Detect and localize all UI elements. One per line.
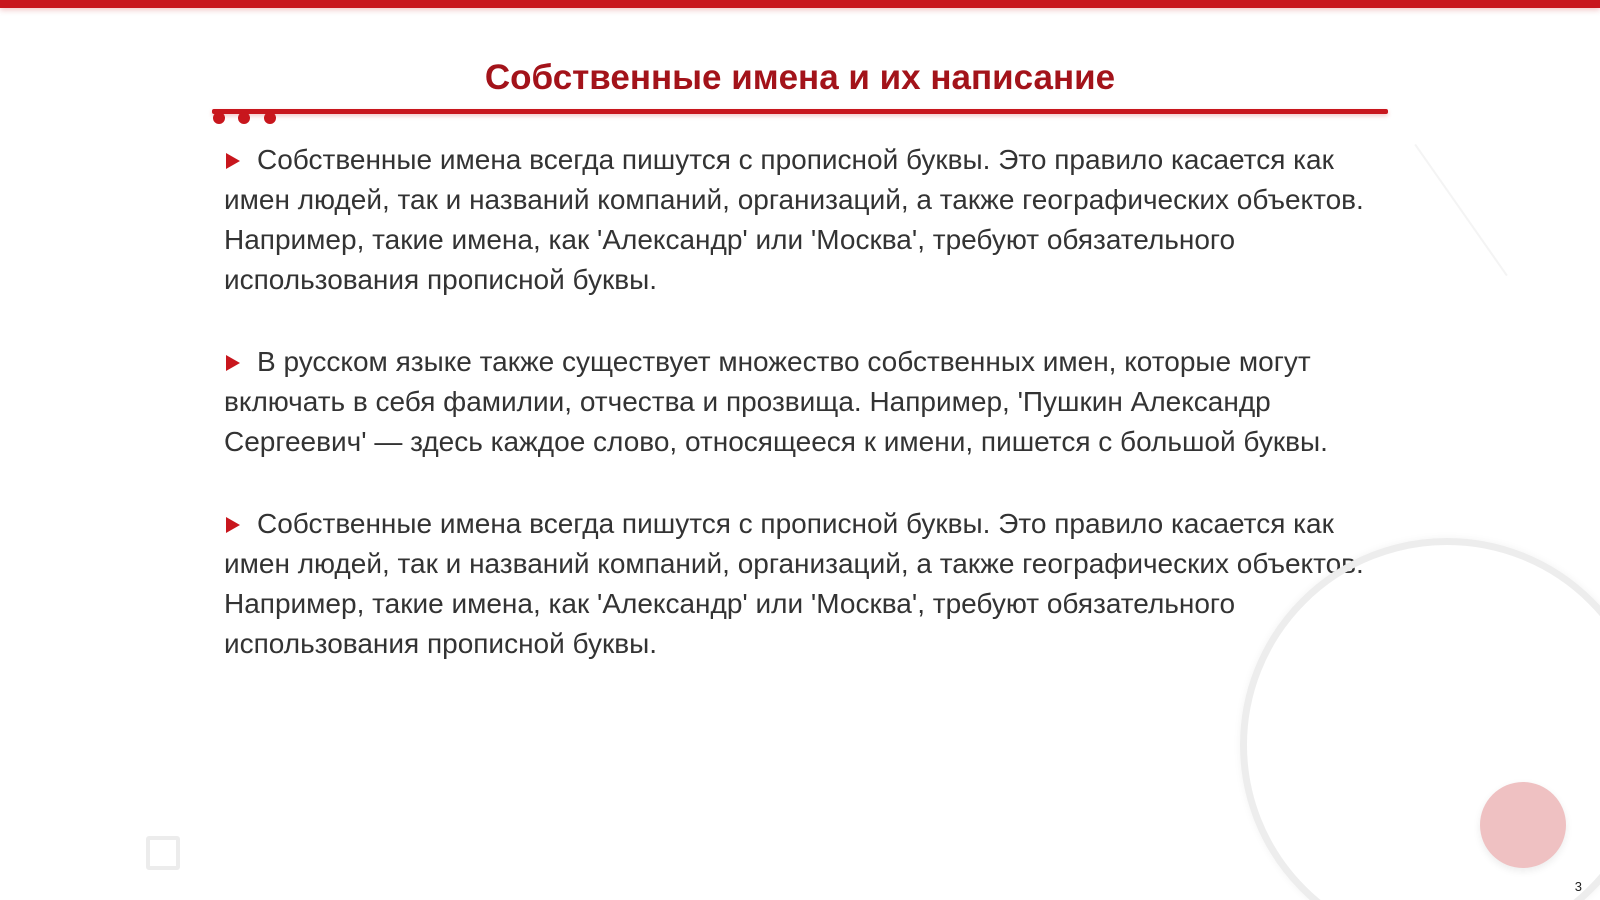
bullet-item xyxy=(224,504,1374,664)
decorative-square xyxy=(146,836,180,870)
triangle-right-icon xyxy=(226,355,240,371)
triangle-right-icon xyxy=(226,517,240,533)
slide-title: Собственные имена и их написание xyxy=(484,58,1116,97)
bullet-item xyxy=(224,342,1374,462)
bullet-text: В русском языке также существует множество собственных имен, которые могут включать в себя фамилии, отчества и прозвища. Например, 'Пушкин Александр Сергеевич' — здесь каждое слово, относящееся к имени, пишется с большой буквы. xyxy=(224,346,1328,457)
top-accent-bar xyxy=(0,0,1600,8)
bullet-text: Собственные имена всегда пишутся с прописной буквы. Это правило касается как имен людей, так и названий компаний, организаций, а также географических объектов. Например, такие имена, как 'Александр' или 'Москва', требуют обязательного использования прописной буквы. xyxy=(224,508,1364,659)
underline-dot xyxy=(238,112,250,124)
decorative-circle xyxy=(1480,782,1566,868)
bullet-list xyxy=(224,140,1374,706)
title-underline xyxy=(212,109,1388,114)
bullet-item xyxy=(224,140,1374,300)
bullet-text: Собственные имена всегда пишутся с прописной буквы. Это правило касается как имен людей, так и названий компаний, организаций, а также географических объектов. Например, такие имена, как 'Александр' или 'Москва', требуют обязательного использования прописной буквы. xyxy=(224,144,1364,295)
triangle-right-icon xyxy=(226,153,240,169)
decorative-line xyxy=(1414,144,1507,276)
page-number: 3 xyxy=(1574,879,1582,894)
underline-dot xyxy=(264,112,276,124)
underline-dot xyxy=(213,112,225,124)
